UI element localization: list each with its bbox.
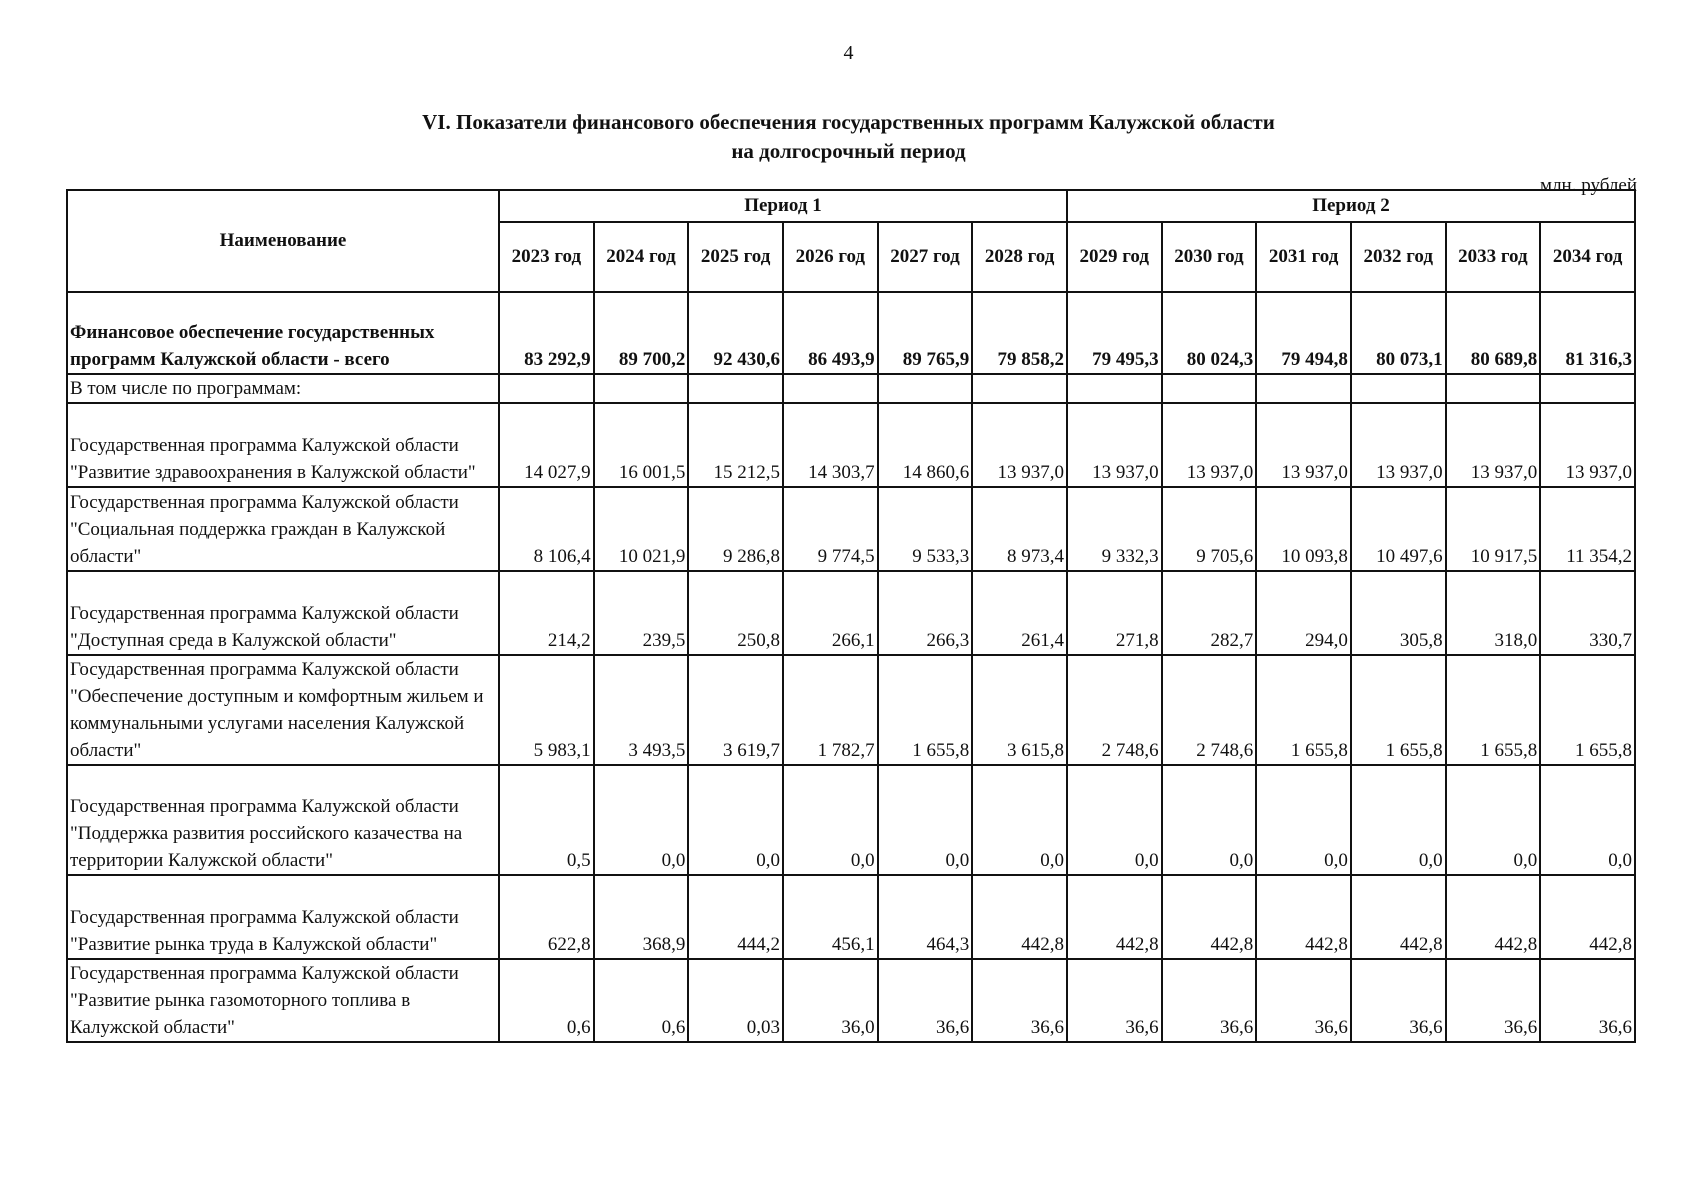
year-header: 2027 год: [878, 222, 973, 292]
program-value: 36,6: [1351, 959, 1446, 1042]
empty-cell: [688, 374, 783, 403]
program-value: 9 774,5: [783, 487, 878, 571]
financing-table: [66, 189, 1636, 1043]
year-header: 2029 год: [1067, 222, 1162, 292]
program-name: Государственная программа Калужской области "Развитие рынка газомоторного топлива в Калужской области": [67, 959, 499, 1042]
program-value: 0,0: [972, 765, 1067, 875]
program-value: 10 917,5: [1446, 487, 1541, 571]
program-value: 13 937,0: [1256, 403, 1351, 487]
program-value: 13 937,0: [1162, 403, 1257, 487]
program-value: 464,3: [878, 875, 973, 959]
program-row: [67, 875, 1635, 959]
subheader-row: [67, 374, 1635, 403]
program-value: 266,1: [783, 571, 878, 655]
period-1-header: Период 1: [499, 190, 1067, 222]
period-2-header: Период 2: [1067, 190, 1635, 222]
program-value: 1 655,8: [878, 655, 973, 765]
program-value: 36,0: [783, 959, 878, 1042]
program-value: 10 497,6: [1351, 487, 1446, 571]
program-value: 15 212,5: [688, 403, 783, 487]
program-value: 0,0: [1540, 765, 1635, 875]
year-header: 2031 год: [1256, 222, 1351, 292]
period-header-row: [67, 190, 1635, 222]
program-value: 0,6: [499, 959, 594, 1042]
empty-cell: [1256, 374, 1351, 403]
program-value: 442,8: [1162, 875, 1257, 959]
program-value: 368,9: [594, 875, 689, 959]
program-name: Государственная программа Калужской области "Развитие рынка труда в Калужской области": [67, 875, 499, 959]
year-header: 2026 год: [783, 222, 878, 292]
program-value: 13 937,0: [1446, 403, 1541, 487]
program-value: 239,5: [594, 571, 689, 655]
program-value: 9 332,3: [1067, 487, 1162, 571]
program-value: 318,0: [1446, 571, 1541, 655]
year-header: 2028 год: [972, 222, 1067, 292]
program-value: 305,8: [1351, 571, 1446, 655]
program-value: 36,6: [1256, 959, 1351, 1042]
program-value: 14 303,7: [783, 403, 878, 487]
program-value: 0,5: [499, 765, 594, 875]
program-row: [67, 959, 1635, 1042]
year-header: 2025 год: [688, 222, 783, 292]
program-value: 261,4: [972, 571, 1067, 655]
empty-cell: [499, 374, 594, 403]
empty-cell: [1446, 374, 1541, 403]
total-row: [67, 292, 1635, 374]
program-value: 442,8: [1067, 875, 1162, 959]
program-value: 442,8: [1540, 875, 1635, 959]
program-value: 1 655,8: [1540, 655, 1635, 765]
program-value: 250,8: [688, 571, 783, 655]
total-value: 80 689,8: [1446, 292, 1541, 374]
total-name: Финансовое обеспечение государственных программ Калужской области - всего: [67, 292, 499, 374]
program-value: 36,6: [972, 959, 1067, 1042]
program-row: [67, 571, 1635, 655]
program-value: 271,8: [1067, 571, 1162, 655]
year-header: 2024 год: [594, 222, 689, 292]
program-value: 0,0: [1162, 765, 1257, 875]
program-value: 442,8: [1256, 875, 1351, 959]
empty-cell: [1351, 374, 1446, 403]
total-value: 79 495,3: [1067, 292, 1162, 374]
title-line-1: VI. Показатели финансового обеспечения государственных программ Калужской области: [422, 110, 1275, 134]
program-value: 0,6: [594, 959, 689, 1042]
program-value: 442,8: [972, 875, 1067, 959]
empty-cell: [1540, 374, 1635, 403]
program-value: 36,6: [1162, 959, 1257, 1042]
program-row: [67, 765, 1635, 875]
empty-cell: [594, 374, 689, 403]
program-value: 1 655,8: [1446, 655, 1541, 765]
program-value: 0,0: [1446, 765, 1541, 875]
program-value: 0,0: [1256, 765, 1351, 875]
program-value: 0,0: [783, 765, 878, 875]
program-value: 214,2: [499, 571, 594, 655]
program-value: 0,0: [1351, 765, 1446, 875]
title-line-2: на долгосрочный период: [731, 139, 966, 163]
program-value: 456,1: [783, 875, 878, 959]
total-value: 89 765,9: [878, 292, 973, 374]
program-row: [67, 655, 1635, 765]
total-value: 79 494,8: [1256, 292, 1351, 374]
program-value: 1 782,7: [783, 655, 878, 765]
program-name: Государственная программа Калужской области "Социальная поддержка граждан в Калужской области": [67, 487, 499, 571]
program-value: 1 655,8: [1351, 655, 1446, 765]
total-value: 83 292,9: [499, 292, 594, 374]
document-title: [0, 108, 1697, 166]
year-header: 2030 год: [1162, 222, 1257, 292]
program-value: 8 973,4: [972, 487, 1067, 571]
program-name: Государственная программа Калужской области "Обеспечение доступным и комфортным жильем и коммунальными услугами населения Калужской области": [67, 655, 499, 765]
program-value: 3 615,8: [972, 655, 1067, 765]
program-value: 0,0: [594, 765, 689, 875]
program-value: 442,8: [1446, 875, 1541, 959]
empty-cell: [1067, 374, 1162, 403]
program-value: 8 106,4: [499, 487, 594, 571]
program-value: 9 705,6: [1162, 487, 1257, 571]
program-value: 330,7: [1540, 571, 1635, 655]
program-value: 13 937,0: [1351, 403, 1446, 487]
program-value: 0,0: [878, 765, 973, 875]
empty-cell: [878, 374, 973, 403]
program-value: 442,8: [1351, 875, 1446, 959]
program-value: 622,8: [499, 875, 594, 959]
name-column-header: Наименование: [67, 190, 499, 292]
program-value: 13 937,0: [1067, 403, 1162, 487]
program-value: 10 021,9: [594, 487, 689, 571]
program-value: 0,03: [688, 959, 783, 1042]
units-label: млн. рублей: [1540, 175, 1637, 196]
page-number: 4: [843, 42, 854, 64]
program-value: 13 937,0: [1540, 403, 1635, 487]
program-value: 5 983,1: [499, 655, 594, 765]
program-row: [67, 487, 1635, 571]
program-name: Государственная программа Калужской области "Развитие здравоохранения в Калужской области": [67, 403, 499, 487]
program-value: 36,6: [1540, 959, 1635, 1042]
total-value: 81 316,3: [1540, 292, 1635, 374]
program-value: 10 093,8: [1256, 487, 1351, 571]
program-value: 2 748,6: [1067, 655, 1162, 765]
total-value: 89 700,2: [594, 292, 689, 374]
program-value: 3 493,5: [594, 655, 689, 765]
program-row: [67, 403, 1635, 487]
year-header: 2023 год: [499, 222, 594, 292]
program-value: 36,6: [1446, 959, 1541, 1042]
program-value: 0,0: [1067, 765, 1162, 875]
empty-cell: [783, 374, 878, 403]
program-value: 444,2: [688, 875, 783, 959]
program-value: 294,0: [1256, 571, 1351, 655]
program-name: Государственная программа Калужской области "Поддержка развития российского казачества на территории Калужской области": [67, 765, 499, 875]
program-value: 36,6: [1067, 959, 1162, 1042]
program-name: Государственная программа Калужской области "Доступная среда в Калужской области": [67, 571, 499, 655]
year-header: 2033 год: [1446, 222, 1541, 292]
year-header: 2034 год: [1540, 222, 1635, 292]
total-value: 79 858,2: [972, 292, 1067, 374]
program-value: 0,0: [688, 765, 783, 875]
total-value: 80 024,3: [1162, 292, 1257, 374]
program-value: 266,3: [878, 571, 973, 655]
program-value: 3 619,7: [688, 655, 783, 765]
program-value: 16 001,5: [594, 403, 689, 487]
program-value: 36,6: [878, 959, 973, 1042]
program-value: 11 354,2: [1540, 487, 1635, 571]
total-value: 92 430,6: [688, 292, 783, 374]
program-value: 9 533,3: [878, 487, 973, 571]
empty-cell: [1162, 374, 1257, 403]
program-value: 1 655,8: [1256, 655, 1351, 765]
program-value: 9 286,8: [688, 487, 783, 571]
program-value: 282,7: [1162, 571, 1257, 655]
program-value: 13 937,0: [972, 403, 1067, 487]
program-value: 14 860,6: [878, 403, 973, 487]
program-value: 2 748,6: [1162, 655, 1257, 765]
year-header: 2032 год: [1351, 222, 1446, 292]
subheader-label: В том числе по программам:: [67, 374, 499, 403]
empty-cell: [972, 374, 1067, 403]
total-value: 86 493,9: [783, 292, 878, 374]
program-value: 14 027,9: [499, 403, 594, 487]
total-value: 80 073,1: [1351, 292, 1446, 374]
